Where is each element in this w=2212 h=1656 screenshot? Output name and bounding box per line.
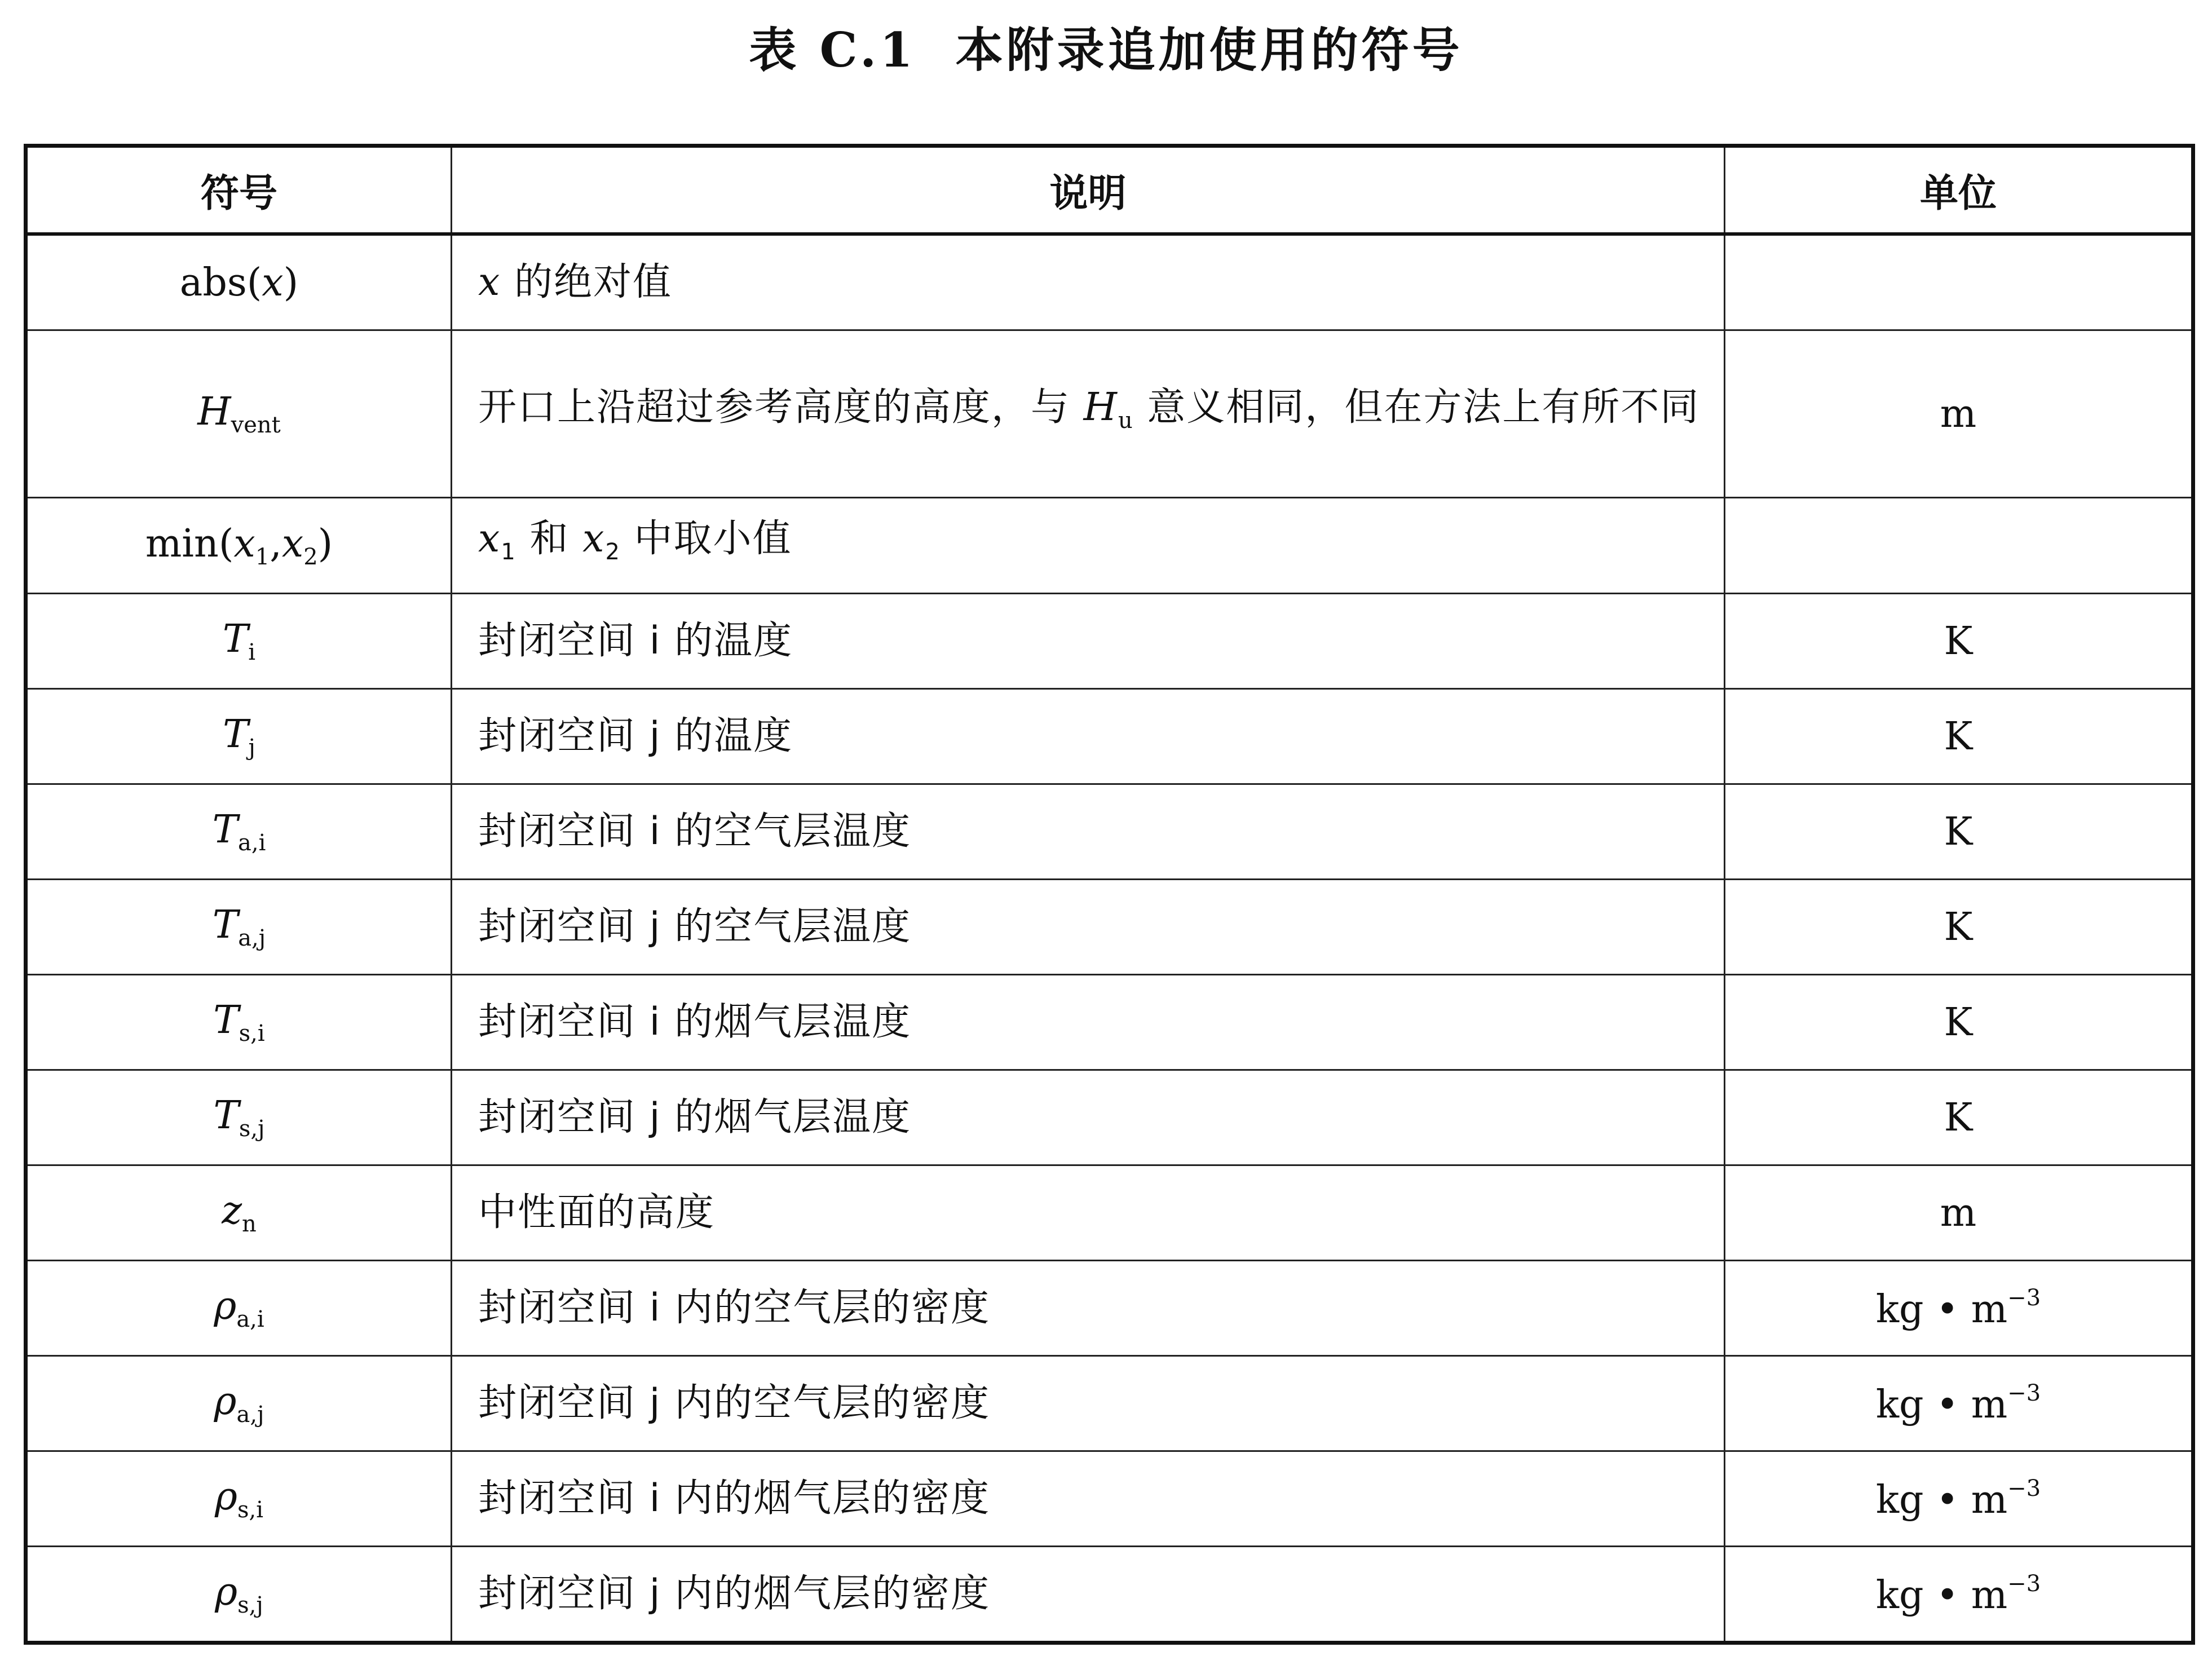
symbol-cell: $\min(x_1,x_2)$ [26, 498, 452, 594]
description-cell: 封闭空间 j 的空气层温度 [452, 880, 1725, 975]
symbol-cell: $T_{a,i}$ [26, 784, 452, 880]
symbol-cell: $T_i$ [26, 594, 452, 689]
table-row [26, 1356, 2193, 1451]
table-row [26, 689, 2193, 784]
description-cell: 开口上沿超过参考高度的高度，与 $H_u$ 意义相同，但在方法上有所不同 [452, 330, 1725, 498]
description-cell: $x_1$ 和 $x_2$ 中取小值 [452, 498, 1725, 594]
unit-cell: K [1725, 689, 2193, 784]
header-unit: 单位 [1725, 146, 2193, 235]
symbol-cell: $\rho_{s,j}$ [26, 1547, 452, 1643]
unit-cell: m [1725, 1165, 2193, 1261]
header-row [26, 146, 2193, 235]
table-row [26, 784, 2193, 880]
header-symbol: 符号 [26, 146, 452, 235]
description-cell: 封闭空间 i 内的烟气层的密度 [452, 1451, 1725, 1547]
description-cell: 封闭空间 i 的烟气层温度 [452, 975, 1725, 1070]
table-number: 表 C.1 [749, 22, 916, 78]
description-cell: 封闭空间 j 内的空气层的密度 [452, 1356, 1725, 1451]
table-row [26, 975, 2193, 1070]
table-title [0, 12, 2212, 81]
table-caption: 本附录追加使用的符号 [955, 23, 1463, 78]
unit-cell [1725, 498, 2193, 594]
table-row [26, 594, 2193, 689]
unit-cell: kg • $m^{-3}$ [1725, 1356, 2193, 1451]
header-description: 说明 [452, 146, 1725, 235]
unit-cell: K [1725, 880, 2193, 975]
symbol-cell: $T_{s,i}$ [26, 975, 452, 1070]
description-cell: 封闭空间 j 的温度 [452, 689, 1725, 784]
table-row [26, 880, 2193, 975]
symbol-cell: $\rho_{s,i}$ [26, 1451, 452, 1547]
symbols-table [24, 144, 2195, 1645]
unit-cell: K [1725, 1070, 2193, 1165]
symbol-cell: $T_j$ [26, 689, 452, 784]
description-cell: 封闭空间 j 的烟气层温度 [452, 1070, 1725, 1165]
table-row [26, 1547, 2193, 1643]
unit-cell: K [1725, 975, 2193, 1070]
table-row [26, 1451, 2193, 1547]
unit-cell: m [1725, 330, 2193, 498]
symbol-cell: $H_{vent}$ [26, 330, 452, 498]
symbol-cell: $T_{s,j}$ [26, 1070, 452, 1165]
description-cell: 封闭空间 i 的温度 [452, 594, 1725, 689]
description-cell: 封闭空间 i 内的空气层的密度 [452, 1261, 1725, 1356]
symbol-cell: $z_n$ [26, 1165, 452, 1261]
unit-cell: kg • $m^{-3}$ [1725, 1547, 2193, 1643]
table-row [26, 498, 2193, 594]
table-row [26, 330, 2193, 498]
description-cell: 中性面的高度 [452, 1165, 1725, 1261]
symbol-cell: $\rho_{a,i}$ [26, 1261, 452, 1356]
unit-cell: kg • $m^{-3}$ [1725, 1451, 2193, 1547]
description-cell: x 的绝对值 [452, 234, 1725, 330]
table-row [26, 1165, 2193, 1261]
table-row [26, 1070, 2193, 1165]
unit-cell [1725, 234, 2193, 330]
symbol-cell: abs(x) [26, 234, 452, 330]
table-row [26, 1261, 2193, 1356]
unit-cell: K [1725, 784, 2193, 880]
description-cell: 封闭空间 j 内的烟气层的密度 [452, 1547, 1725, 1643]
unit-cell: kg • $m^{-3}$ [1725, 1261, 2193, 1356]
symbol-cell: $T_{a,j}$ [26, 880, 452, 975]
symbol-cell: $\rho_{a,j}$ [26, 1356, 452, 1451]
unit-cell: K [1725, 594, 2193, 689]
table-row [26, 234, 2193, 330]
description-cell: 封闭空间 i 的空气层温度 [452, 784, 1725, 880]
